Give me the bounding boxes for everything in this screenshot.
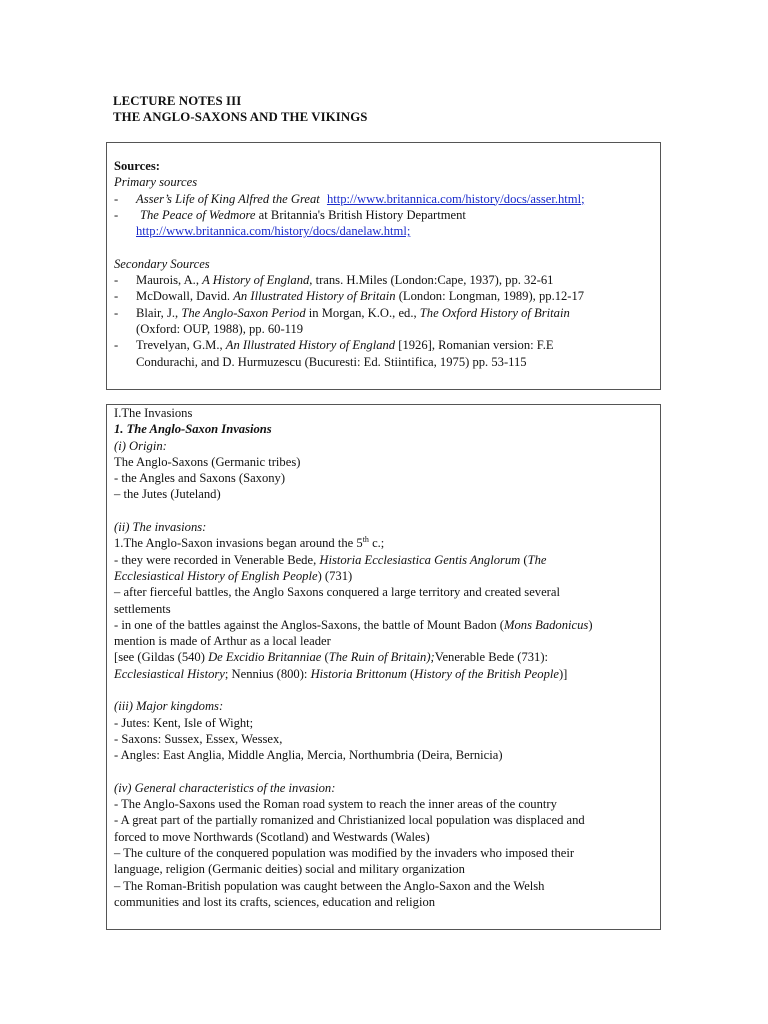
lecture-subtitle: THE ANGLO-SAXONS AND THE VIKINGS [113, 110, 368, 124]
work-title: Historia Brittonum [310, 666, 407, 681]
sources-heading: Sources: [114, 159, 160, 173]
list-dash: - [114, 289, 119, 304]
invasions-line [114, 568, 654, 584]
text-span: - they were recorded in Venerable Bede, [114, 552, 320, 567]
secondary-source-item [114, 337, 654, 370]
source-title: Asser’s Life of King Alfred the Great [136, 191, 320, 206]
characteristics-line: - The Anglo-Saxons used the Roman road system to reach the inner areas of the country [114, 797, 557, 812]
kingdoms-line: - Angles: East Anglia, Middle Anglia, Mercia, Northumbria (Deira, Bernicia) [114, 748, 503, 763]
superscript: th [362, 535, 369, 545]
secondary-source-item [114, 288, 654, 304]
source-author: McDowall, David. [136, 289, 234, 304]
source-details: in Morgan, K.O., ed., [305, 305, 420, 320]
source-details: (London: Longman, 1989), pp.12-17 [395, 289, 585, 304]
sources-box [106, 142, 661, 390]
source-title: The Peace of Wedmore [140, 207, 256, 222]
source-title: A History of England [202, 273, 310, 288]
invasions-line: – after fierceful battles, the Anglo Saxons conquered a large territory and created several [114, 585, 560, 600]
characteristics-line: – The Roman-British population was caught between the Anglo-Saxon and the Welsh [114, 878, 545, 893]
invasions-line [114, 535, 654, 551]
source-author: Blair, J., [136, 305, 182, 320]
text-span: ( [406, 666, 415, 681]
source-title: The Oxford History of Britain [419, 305, 570, 320]
text-span: [see (Gildas (540) [114, 650, 209, 665]
text-span: - in one of the battles against the Anglos-Saxons, the battle of Mount Badon ( [114, 617, 504, 632]
work-title: History of the British People [414, 666, 559, 681]
text-span: ) (731) [317, 568, 353, 583]
text-span: ( [520, 552, 528, 567]
text-span: 1.The Anglo-Saxon invasions began around the 5 [114, 536, 363, 551]
list-dash: - [114, 207, 119, 222]
work-title: De Excidio Britanniae [208, 650, 322, 665]
text-span: ; Nennius (800): [224, 666, 311, 681]
list-dash: - [114, 191, 119, 206]
list-dash: - [114, 338, 119, 353]
text-span: Venerable Bede (731): [434, 650, 549, 665]
invasions-line: settlements [114, 601, 171, 616]
work-title: Ecclesiastical History [114, 666, 225, 681]
characteristics-line: language, religion (Germanic deities) social and military organization [114, 862, 465, 877]
origin-line: – the Jutes (Juteland) [114, 487, 221, 502]
text-span: c.; [368, 536, 385, 551]
source-link[interactable]: http://www.britannica.com/history/docs/asser.html; [326, 191, 585, 206]
work-title: Ecclesiastical History of English People [114, 568, 318, 583]
characteristics-label: (iv) General characteristics of the invasion: [114, 780, 336, 795]
origin-line: - the Angles and Saxons (Saxony) [114, 471, 286, 486]
source-title: An Illustrated History of Britain [233, 289, 396, 304]
work-title: The [527, 552, 547, 567]
source-title: The Anglo-Saxon Period [181, 305, 306, 320]
primary-source-item [114, 207, 654, 240]
characteristics-line: - A great part of the partially romanized and Christianized local population was displaced and [114, 813, 585, 828]
section-heading: I.The Invasions [114, 406, 193, 420]
source-author: Maurois, A., [136, 273, 203, 288]
source-title: An Illustrated History of England [225, 338, 396, 353]
lecture-title: LECTURE NOTES III [113, 94, 242, 108]
work-title: The Ruin of Britain); [328, 650, 435, 665]
work-title: Mons Badonicus [504, 617, 589, 632]
source-details: Condurachi, and D. Hurmuzescu (Bucuresti: Ed. Stiintifica, 1975) pp. 53-115 [136, 354, 527, 369]
secondary-source-item [114, 272, 654, 288]
source-details: (Oxford: OUP, 1988), pp. 60-119 [136, 321, 304, 336]
invasions-line [114, 666, 654, 682]
subsection-heading: 1. The Anglo-Saxon Invasions [114, 422, 272, 437]
characteristics-line: communities and lost its crafts, sciences, education and religion [114, 894, 436, 909]
text-span: ) [588, 617, 593, 632]
invasions-line: mention is made of Arthur as a local leader [114, 634, 331, 649]
invasions-line [114, 649, 654, 665]
source-details: [1926], Romanian version: F.E [395, 338, 554, 353]
primary-sources-heading: Primary sources [114, 175, 198, 190]
work-title: Historia Ecclesiastica Gentis Anglorum [319, 552, 521, 567]
list-dash: - [114, 305, 119, 320]
source-link[interactable]: http://www.britannica.com/history/docs/danelaw.html; [136, 224, 411, 239]
invasions-box [106, 404, 661, 930]
characteristics-line: forced to move Northwards (Scotland) and Westwards (Wales) [114, 829, 430, 844]
secondary-source-item [114, 305, 654, 338]
characteristics-line: – The culture of the conquered population was modified by the invaders who imposed their [114, 846, 575, 861]
primary-source-item [114, 191, 654, 207]
text-span: ( [321, 650, 329, 665]
kingdoms-line: - Saxons: Sussex, Essex, Wessex, [114, 731, 283, 746]
list-dash: - [114, 273, 119, 288]
source-text: at Britannia's British History Department [255, 207, 466, 222]
invasions-label: (ii) The invasions: [114, 520, 207, 535]
invasions-line [114, 552, 654, 568]
text-span: )] [558, 666, 568, 681]
kingdoms-label: (iii) Major kingdoms: [114, 699, 224, 714]
secondary-sources-heading: Secondary Sources [114, 256, 210, 271]
invasions-line [114, 617, 654, 633]
origin-line: The Anglo-Saxons (Germanic tribes) [114, 454, 301, 469]
kingdoms-line: - Jutes: Kent, Isle of Wight; [114, 715, 254, 730]
source-details: , trans. H.Miles (London:Cape, 1937), pp. 32-61 [309, 273, 554, 288]
source-author: Trevelyan, G.M., [136, 338, 226, 353]
origin-label: (i) Origin: [114, 438, 167, 453]
